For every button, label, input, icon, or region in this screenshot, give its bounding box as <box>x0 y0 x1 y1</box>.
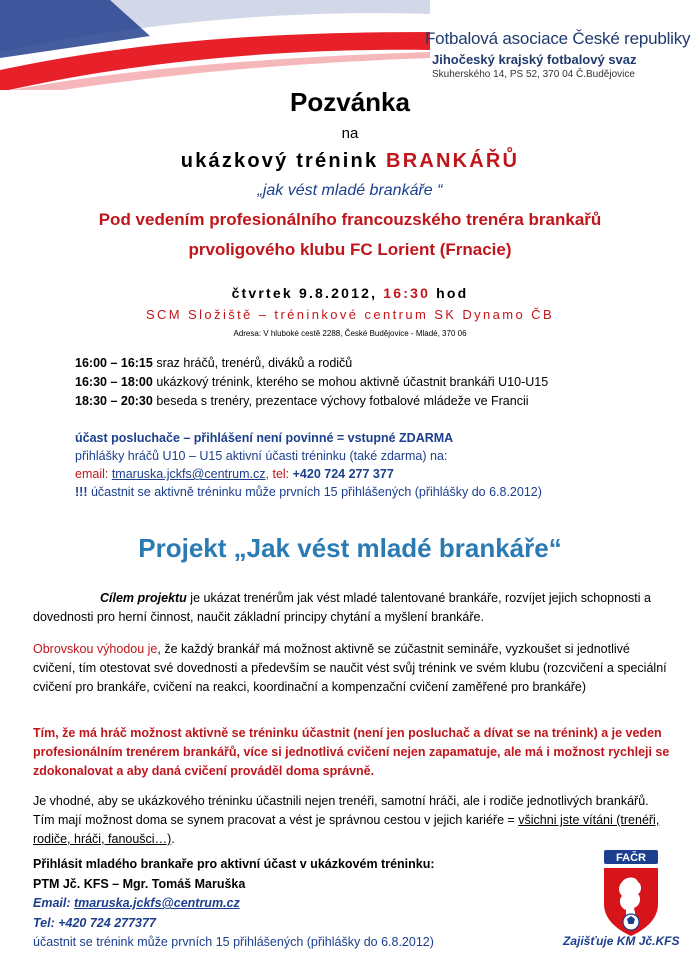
p1-lead: Cílem projektu <box>100 591 187 605</box>
project-paragraph-4 <box>33 792 673 849</box>
warning-text: účastnit se aktivně tréninku může prvních 15 přihlášených (přihlášky do 6.8.2012) <box>90 485 542 499</box>
schedule-time: 16:00 – 16:15 <box>75 356 153 370</box>
project-title: Projekt „Jak vést mladé brankáře“ <box>138 533 562 563</box>
date-suffix: hod <box>430 285 469 301</box>
regional-association: Jihočeský krajský fotbalový svaz <box>432 52 637 67</box>
invitation-na: na <box>341 125 359 142</box>
date-prefix: čtvrtek 9.8.2012, <box>231 285 384 301</box>
p2-lead: Obrovskou výhodou je <box>33 642 158 656</box>
contact-email-link[interactable]: tmaruska.jckfs@centrum.cz <box>74 896 240 910</box>
contact-email-line <box>33 894 435 914</box>
info-warning <box>75 483 542 501</box>
event-date <box>0 285 700 301</box>
footer-provider: Zajišťuje KM Jč.KFS <box>563 934 680 948</box>
schedule-text: ukázkový trénink, kterého se mohou aktivně účastnit brankáři U10-U15 <box>152 375 549 389</box>
schedule-item <box>75 373 548 392</box>
contact-block <box>33 855 435 953</box>
invitation-title: Pozvánka <box>290 87 410 117</box>
event-time: 16:30 <box>383 285 431 301</box>
event-address: Adresa: V hluboké cestě 2288, České Budějovice - Mladé, 370 06 <box>233 329 467 338</box>
p1-text: je ukázat trenérům jak vést mladé talentované brankáře, rozvíjet jejich schopnosti a dovednosti pro herní činnost, naučit základní principy chytání a myšlení brankáře. <box>33 591 651 624</box>
p4-text: Je vhodné, aby se ukázkového tréninku účastnili nejen trenéři, samotní hráči, ale i rodiče jednotlivých brankářů. Tím mají možnost doma se synem pracovat a vést je správnou cestou v jejich kariéře = <box>33 794 649 827</box>
schedule-text: sraz hráčů, trenérů, diváků a rodičů <box>152 356 353 370</box>
training-quote: „jak vést mladé brankáře “ <box>257 182 443 199</box>
p4-end: . <box>171 832 175 846</box>
schedule-time: 18:30 – 20:30 <box>75 394 153 408</box>
association-address: Skuherského 14, PS 52, 370 04 Č.Budějovice <box>432 69 635 80</box>
logo-text: FAČR <box>616 852 646 864</box>
contact-note: účastnit se trénink může prvních 15 přihlášených (přihlášky do 6.8.2012) <box>33 935 434 949</box>
project-paragraph-1 <box>33 589 673 627</box>
schedule <box>75 354 548 411</box>
info-line-1: účast posluchače – přihlášení není povinné = vstupné ZDARMA <box>75 431 454 445</box>
project-paragraph-3: Tím, že má hráč možnost aktivně se tréninku účastnit (není jen posluchač a dívat se na trénink) a je veden profesionálním trenérem brankářů, více si jednotlivá cvičení nejen zapamatuje, ale má i možnost rychleji se zdokonalovat a aby daná cvičení prováděl doma správně. <box>33 726 670 778</box>
p4-welcome: všichni jste vítáni (trenéři, rodiče, hráči, fanoušci…) <box>33 813 660 846</box>
facr-lion-logo-icon <box>598 848 664 940</box>
training-prefix: ukázkový trénink <box>180 150 387 172</box>
schedule-text: beseda s trenéry, prezentace výchovy fotbalové mládeže ve Francii <box>152 394 529 408</box>
contact-person: PTM Jč. KFS – Mgr. Tomáš Maruška <box>33 876 246 891</box>
tel-label: , tel: <box>265 467 293 481</box>
tel-number: +420 724 277 377 <box>292 467 394 481</box>
info-contact-line <box>75 465 542 483</box>
schedule-item <box>75 392 548 411</box>
registration-info <box>75 429 542 501</box>
info-line-2: přihlášky hráčů U10 – U15 aktivní účasti tréninku (také zdarma) na: <box>75 449 448 463</box>
schedule-item <box>75 354 548 373</box>
contact-tel: Tel: +420 724 277377 <box>33 915 156 930</box>
contact-email-label: Email: <box>33 896 74 910</box>
contact-heading: Přihlásit mladého brankaře pro aktivní účast v ukázkovém tréninku: <box>33 857 435 871</box>
project-paragraph-2 <box>33 640 673 697</box>
flag-swoosh-icon <box>0 0 430 90</box>
event-place: SCM Složiště – tréninkové centrum SK Dynamo ČB <box>145 307 555 322</box>
email-link[interactable]: tmaruska.jckfs@centrum.cz <box>111 467 266 481</box>
coach-line-2: prvoligového klubu FC Lorient (Frnacie) <box>188 240 512 259</box>
schedule-time: 16:30 – 18:00 <box>75 375 153 389</box>
p2-text: , že každý brankář má možnost aktivně se zúčastnit semináře, vyzkoušet si jednotlivé cvičení, tím otestovat své dovednosti a především se naučit vést svůj trénink ve svém klubu (rozcvičení a speciální cvičení pro brankáře, cvičení na reakci, koordinační a kompenzační cvičení zaměřené pro brankáře) <box>33 642 667 694</box>
email-label: email: <box>75 467 112 481</box>
training-highlight: BRANKÁŘŮ <box>386 150 520 172</box>
association-name: Fotbalová asociace České republiky <box>425 29 691 48</box>
training-heading <box>0 150 700 173</box>
coach-line-1: Pod vedením profesionálního francouzského trenéra brankařů <box>98 210 602 229</box>
warning-marks: !!! <box>75 485 91 499</box>
